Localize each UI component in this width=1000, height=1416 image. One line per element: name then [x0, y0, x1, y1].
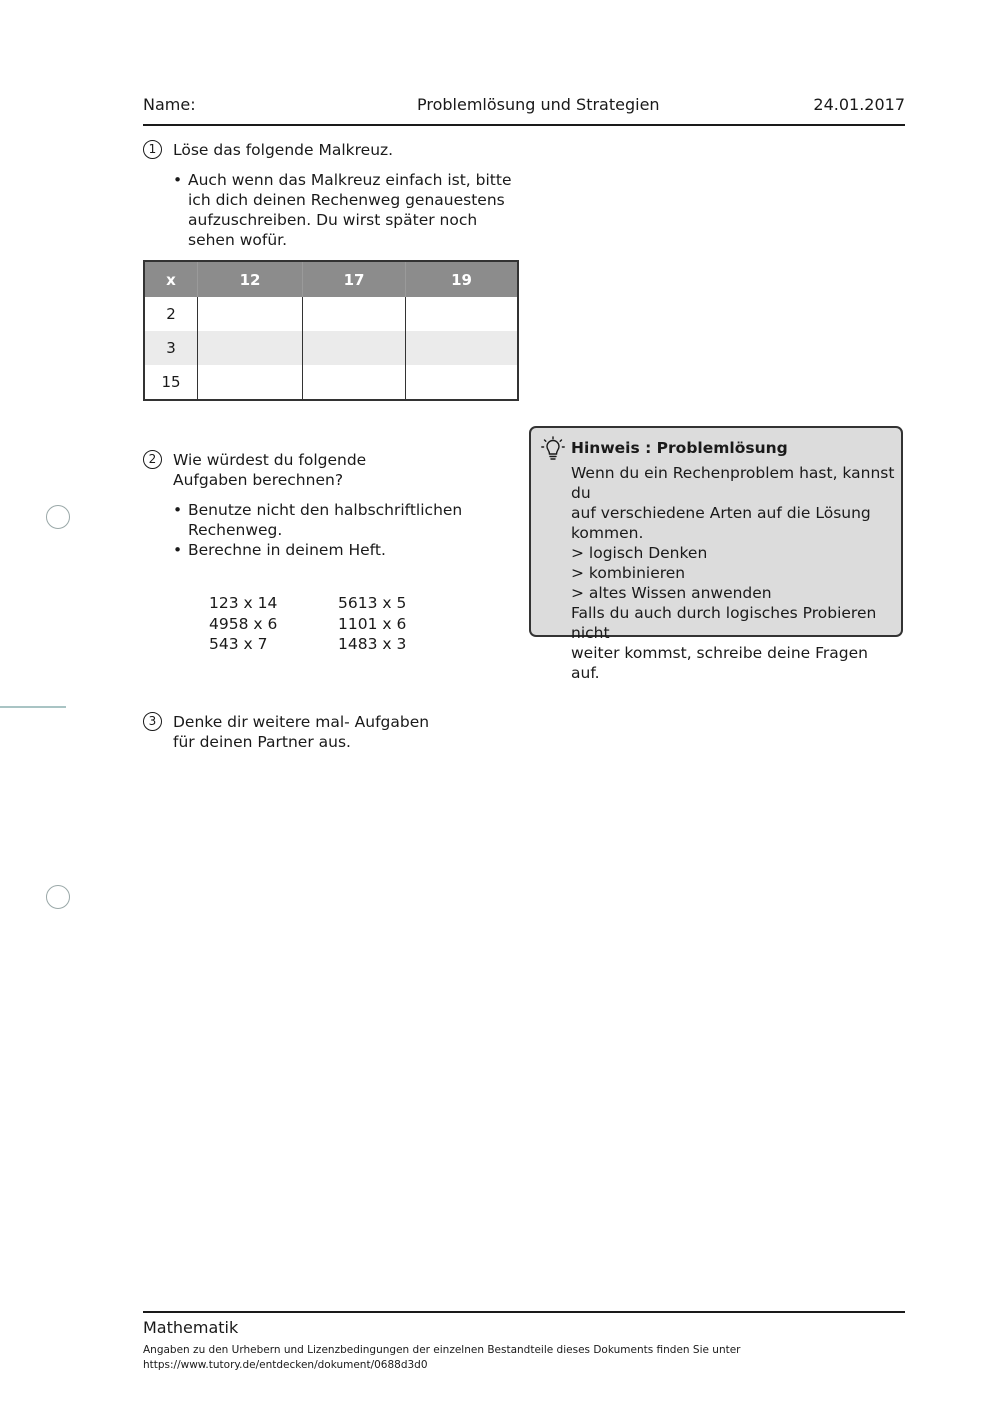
row-header-15: 15 — [161, 373, 181, 391]
hint-line: Wenn du ein Rechenproblem hast, kannst du — [571, 464, 895, 502]
lightbulb-icon — [541, 436, 565, 466]
calc-item: 1483 x 3 — [338, 635, 407, 653]
calc-item: 5613 x 5 — [338, 594, 407, 612]
hint-box — [529, 426, 903, 682]
task-1-bullet: • Auch wenn das Malkreuz einfach ist, bitte ich dich deinen Rechenweg genauestens aufzuschreiben. Du wirst später noch sehen wofür. — [173, 170, 513, 250]
hint-line: auf verschiedene Arten auf die Lösung — [571, 504, 871, 522]
fold-mark — [0, 706, 66, 708]
answer-cell[interactable] — [406, 365, 519, 400]
page-title: Problemlösung und Strategien — [417, 95, 660, 114]
name-label: Name: — [143, 95, 196, 114]
binder-hole-bottom — [46, 885, 70, 909]
footer-url[interactable]: https://www.tutory.de/entdecken/dokument/0688d3d0 — [143, 1359, 428, 1371]
row-header-3: 3 — [144, 331, 198, 365]
hint-line: weiter kommst, schreibe deine Fragen auf. — [571, 644, 868, 682]
calc-column-left — [209, 593, 277, 655]
hint-line: > altes Wissen anwenden — [571, 584, 772, 602]
hint-body — [571, 463, 901, 683]
footer-license-note — [143, 1343, 843, 1373]
task-2-text: Wie würdest du folgende Aufgaben berechnen? — [173, 451, 367, 489]
answer-cell[interactable] — [303, 297, 406, 331]
table-row — [144, 297, 518, 331]
task-1-bullets — [173, 170, 513, 250]
answer-cell[interactable] — [198, 297, 303, 331]
hint-line: Falls du auch durch logisches Probieren nicht — [571, 604, 877, 642]
footer-note-text: Angaben zu den Urhebern und Lizenzbedingungen der einzelnen Bestandteile dieses Dokuments finden Sie unter — [143, 1344, 741, 1356]
date: 24.01.2017 — [813, 95, 905, 114]
binder-hole-top — [46, 505, 70, 529]
answer-cell[interactable] — [406, 297, 519, 331]
row-header-2: 2 — [166, 305, 176, 323]
answer-cell[interactable] — [303, 331, 406, 365]
hint-line: > kombinieren — [571, 564, 686, 582]
calc-item: 4958 x 6 — [209, 614, 278, 633]
hint-line: > logisch Denken — [571, 544, 708, 562]
task-2-bullet: • Berechne in deinem Heft. — [173, 540, 463, 560]
malkreuz-table — [143, 260, 519, 401]
calc-column-right — [338, 593, 406, 655]
task-3-text: Denke dir weitere mal- Aufgaben für deinen Partner aus. — [173, 713, 430, 751]
footer-divider — [143, 1311, 905, 1313]
calc-item: 543 x 7 — [209, 635, 268, 653]
answer-cell[interactable] — [198, 331, 303, 365]
answer-cell[interactable] — [198, 365, 303, 400]
task-3-number: 3 — [143, 712, 162, 731]
table-header-17: 17 — [303, 261, 406, 297]
answer-cell[interactable] — [303, 365, 406, 400]
task-2-bullet: • Benutze nicht den halbschriftlichen Rechenweg. — [173, 500, 463, 540]
table-row — [144, 331, 518, 365]
calc-item: 123 x 14 — [209, 594, 278, 612]
task-2-bullets — [173, 500, 463, 560]
table-header-x: x — [144, 261, 198, 297]
hint-line: kommen. — [571, 524, 644, 542]
hint-title: Hinweis : Problemlösung — [571, 439, 788, 457]
task-1-number: 1 — [143, 140, 162, 159]
task-1-text: Löse das folgende Malkreuz. — [173, 141, 394, 159]
table-row — [144, 365, 518, 400]
table-header-19: 19 — [406, 261, 519, 297]
footer-subject: Mathematik — [143, 1318, 239, 1337]
answer-cell[interactable] — [406, 331, 519, 365]
table-header-12: 12 — [198, 261, 303, 297]
task-2-number: 2 — [143, 450, 162, 469]
header-divider — [143, 124, 905, 126]
calc-item: 1101 x 6 — [338, 614, 407, 633]
